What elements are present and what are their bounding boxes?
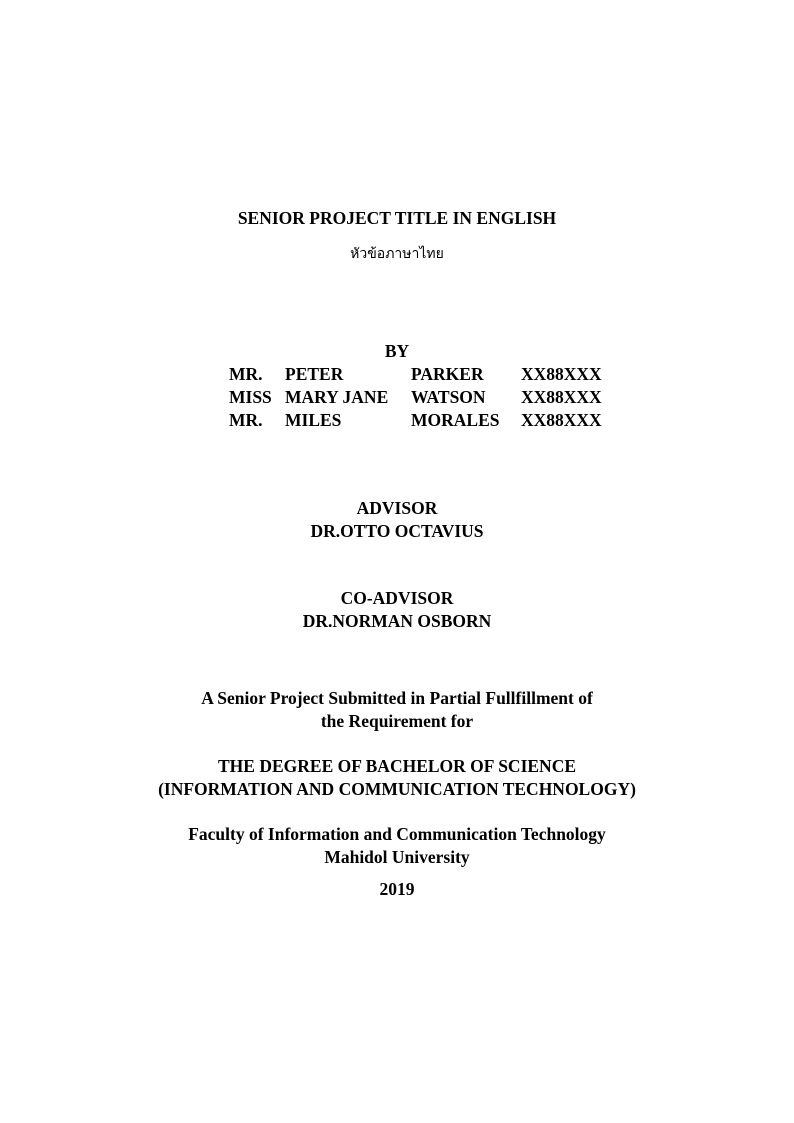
advisor-name: DR.OTTO OCTAVIUS <box>310 521 484 541</box>
authors-table <box>229 363 602 432</box>
co-advisor-label: CO-ADVISOR <box>340 588 454 608</box>
author-last-name: PARKER <box>411 364 484 384</box>
degree-title-line2: (INFORMATION AND COMMUNICATION TECHNOLOGY) <box>158 779 636 799</box>
by-label: BY <box>384 341 410 361</box>
author-last-name: MORALES <box>411 410 500 430</box>
author-student-id: XX88XXX <box>521 410 602 430</box>
university-name: Mahidol University <box>324 847 470 867</box>
author-prefix: MISS <box>229 387 272 407</box>
degree-title-line1: THE DEGREE OF BACHELOR OF SCIENCE <box>218 756 576 776</box>
submission-statement-line1: A Senior Project Submitted in Partial Fullfillment of <box>201 688 593 708</box>
author-last-name: WATSON <box>411 387 486 407</box>
faculty-name: Faculty of Information and Communication Technology <box>188 824 606 844</box>
project-title-thai: หัวข้อภาษาไทย <box>350 247 444 262</box>
author-first-name: MILES <box>285 410 342 430</box>
author-row <box>229 363 602 386</box>
author-prefix: MR. <box>229 410 263 430</box>
year: 2019 <box>379 879 415 899</box>
author-student-id: XX88XXX <box>521 364 602 384</box>
author-first-name: PETER <box>285 364 344 384</box>
submission-statement-line2: the Requirement for <box>320 711 474 731</box>
author-row <box>229 409 602 432</box>
author-student-id: XX88XXX <box>521 387 602 407</box>
project-title-english: SENIOR PROJECT TITLE IN ENGLISH <box>237 208 557 228</box>
co-advisor-name: DR.NORMAN OSBORN <box>302 611 492 631</box>
author-row <box>229 386 602 409</box>
author-first-name: MARY JANE <box>285 387 389 407</box>
advisor-label: ADVISOR <box>356 498 438 518</box>
author-prefix: MR. <box>229 364 263 384</box>
